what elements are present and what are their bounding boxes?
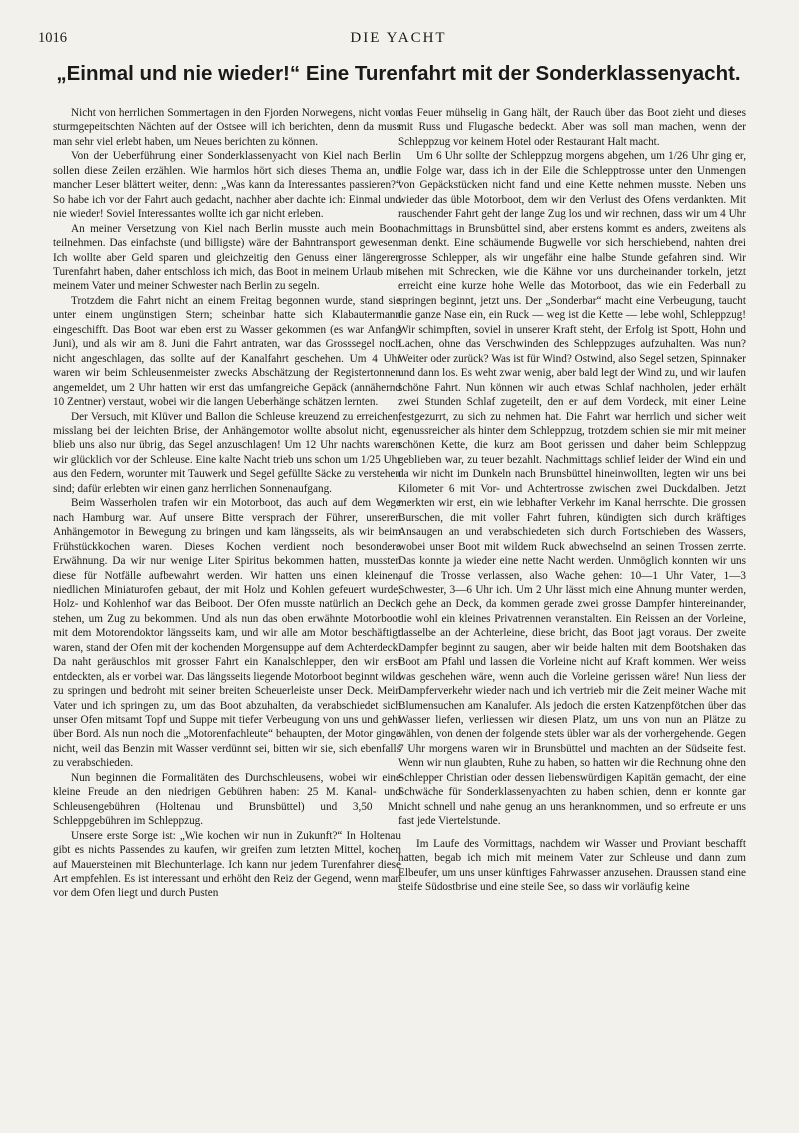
paragraph: Nun beginnen die Formalitäten des Durchschleusens, wobei wir eine kleine Freude an den niedrigen Gebühren haben: 25 M. Kanal- und Schleusengebühren (Holtenau und Brunsbüttel) und 3,50 M. Schleppgebühren im Schleppzug. (53, 771, 401, 828)
paragraph: Um 6 Uhr sollte der Schleppzug morgens abgehen, um 1/26 Uhr ging er, die Folge war, dass ich in der Eile die Schlepptrosse unter den Unmengen von Gepäckstücken nicht fand und eine Kette nehmen musste. Neben uns wieder das üble Motorboot, dem wir den Verlust des Ofens verdankten. Mit rauschender Fahrt geht der lange Zug los und wir rechnen, dass wir um 4 Uhr nachmittags in Brunsbüttel sind, aber erstens kommt es anders, zweitens als man denkt. Eine schäumende Bugwelle vor sich herschiebend, nahten drei grosse Schlepper, als wir ungefähr eine halbe Stunde gefahren sind. Wir sehen mit Schrecken, wie die Kähne vor uns durcheinander torkeln, jetzt erreicht eine kurze hohe Welle das Motorboot, das wie ein Federball zu springen beginnt, jetzt uns. Der „Sonderbar“ macht eine Verbeugung, taucht die ganze Nase ein, ein Ruck — weg ist die Kette — lebe wohl, Schleppzug! Wir schimpften, soviel in unserer Kraft steht, der Erfolg ist Spott, Hohn und Lachen, ohne das Verschwinden des Schleppzuges aufzuhalten. Was nun? Weiter oder zurück? Was ist für Wind? Ostwind, also Segel setzen, Spinnaker und dann los. Es weht zwar wenig, aber bald legt der Wind zu, und wir laufen schöne Fahrt. Nun können wir auch etwas Schlaf nachholen, jeder erhält zwei Stunden Schlaf zugeteilt, den er auf dem Vordeck, mit einer Leine festgezurrt, zu sich zu nehmen hat. Die Fahrt war herrlich und sicher weit genussreicher als hinter dem Schleppzug, trotzdem schien sie mir mit meiner schönen Kette, die kurz am Boot gerissen und daher beim Schleppzug geblieben war, zu teuer bezahlt. Nachmittags schlief leider der Wind ein und da wir nicht im Dunkeln nach Brunsbüttel hineinwollten, legten wir uns bei Kilometer 6 mit Vor- und Achtertrosse zwischen zwei Duckdalben. Jetzt merkten wir erst, ein wie lebhafter Verkehr im Kanal herrschte. Die grossen Burschen, die mit voller Fahrt fuhren, kündigten sich durch kräftiges Ansaugen an und verabschiedeten sich durch Fortschieben des Wassers, wobei unser Boot mit wildem Ruck abwechselnd an seinen Trossen zerrte. Das konnte ja wieder eine nette Nacht werden. Unmöglich konnten wir uns auf die Trosse verlassen, also Wache gehen: 10—1 Uhr Vater, 1—3 Schwester, 3—6 Uhr ich. Um 2 Uhr lässt mich eine Ahnung munter werden, ich gehe an Deck, da kommen gerade zwei grosse Dampfer hintereinander, die wohl ein kleines Privatrennen veranstalten. Ein Reissen an der Vorleine, dasselbe an der Achterleine, diese bricht, das Boot jagt voraus. Der zweite Dampfer beginnt zu saugen, aber wir beide halten mit dem Bootshaken das Boot am Pfahl und lassen die Vorleine nicht auf Kraft kommen. Wer weiss was geschehen wäre, wenn auch die Vorleine gerissen wäre! Nun liess der Dampferverkehr wieder nach und ich vertrieb mir die Zeit meiner Wache mit Blumensuchen am Kanalufer. Als jedoch die ersten Katzenpfötchen über das Wasser liefen, verliessen wir diesen Platz, um uns von nun an Plätze zu wählen, von denen der folgende stets übler war als der vorhergehende. Gegen 7 Uhr morgens waren wir in Brunsbüttel und machten an der Südseite fest. Wenn wir nun glaubten, Ruhe zu haben, so hatten wir die Rechnung ohne den Schlepper Christian oder dessen liebenswürdigen Kapitän gemacht, der eine Schwäche für Sonderklassenyachten zu haben schien, denn er konnte gar nicht schnell und nahe genug an uns heranknommen, und so erfreute er uns fast jede Viertelstunde. (398, 150, 746, 828)
paragraph: Im Laufe des Vormittags, nachdem wir Wasser und Proviant beschafft hatten, begab ich mich mit meinem Vater zur Schleuse und dann zum Elbeufer, um uns unser künftiges Fahrwasser anzusehen. Draussen stand eine steife Südostbrise und eine steile See, so dass wir vorläufig keine (398, 837, 746, 894)
right-column (398, 106, 746, 894)
paragraph: Beim Wasserholen trafen wir ein Motorboot, das auch auf dem Wege nach Hamburg war. Auf unsere Bitte versprach der Führer, unseren Anhängemotor in Bewegung zu bringen und kam längsseits, als wir beim Frühstückkochen waren. Dieses Kochen verdient noch besondere Erwähnung. Da wir nur wenige Liter Spiritus bekommen hatten, mussten diese für Notfälle aufbewahrt werden. Wir hatten uns einen kleinen, niedlichen Miniaturofen gebaut, der mit Holz und Kohlen gefeuert wurde, Holz- und Kohlenhof war das Beiboot. Der Ofen musste natürlich an Deck stehen, um Zug zu bekommen. Und als nun das oben erwähnte Motorboot mit dem Motorendoktor längsseits kam, und wir alle am Motor beschäftigt waren, stand der Ofen mit der kochenden Morgensuppe auf dem Achterdeck. Da naht geräuschlos mit grosser Fahrt ein Kanalschlepper, den wir erst entdeckten, als er vorbei war. Das längsseits liegende Motorboot beginnt wild zu springen und bedroht mit seiner breiten Scheuerleiste unser Deck. Mein Vater und ich springen zu, um das Boot abzuhalten, da verabschiedet sich unser Ofen mitsamt Topf und Suppe mit tiefer Verbeugung von uns und geht über Bord. Als nun noch die „Motorenfachleute“ behaupten, der Motor ginge nicht, weil das Benzin mit Wasser verdünnt sei, bitten wir sie, sich ebenfalls zu verabschieden. (53, 497, 401, 770)
journal-title: DIE YACHT (350, 30, 447, 46)
left-column (53, 106, 401, 901)
page-number: 1016 (38, 30, 67, 46)
paragraph: An meiner Versetzung von Kiel nach Berlin musste auch mein Boot teilnehmen. Das einfachste (und billigste) wäre der Bahntransport gewesen. Ich wollte aber Geld sparen und gleichzeitig den Genuss einer längeren Turenfahrt haben, daher entschloss ich mich, das Boot in meinem Urlaub mit meinem Vater und meiner Schwester nach Berlin zu segeln. (53, 222, 401, 293)
article-title: „Einmal und nie wieder!“ Eine Turenfahrt mit der Sonderklassenyacht. (56, 62, 741, 85)
paragraph: Nicht von herrlichen Sommertagen in den Fjorden Norwegens, nicht von sturmgepeitschten Nächten auf der Ostsee will ich berichten, denn da muss man sehr viel erlebt haben, um Neues berichten zu können. (53, 107, 401, 148)
paragraph-continued: das Feuer mühselig in Gang hält, der Rauch über das Boot zieht und dieses mit Russ und Flugasche bedeckt. Aber was soll man machen, wenn der Schleppzug vor keinem Hotel oder Restaurant Halt macht. (398, 107, 746, 148)
paragraph: Unsere erste Sorge ist: „Wie kochen wir nun in Zukunft?“ In Holtenau gibt es nichts Passendes zu kaufen, wir greifen zum letzten Mittel, kochen auf Mauersteinen mit Blechunterlage. Ich kann nur jedem Turenfahrer diese Art empfehlen. Es ist interessant und erhöht den Reiz der Gegend, wenn man vor dem Ofen liegt und durch Pusten (53, 829, 401, 900)
paragraph: Der Versuch, mit Klüver und Ballon die Schleuse kreuzend zu erreichen, misslang bei der leichten Brise, der Anhängemotor wollte absolut nicht, es blieb uns also nur übrig, das Segel anzuschlagen! Um 12 Uhr nachts waren wir glücklich vor der Schleuse. Eine kalte Nacht trieb uns schon um 1/25 Uhr aus den Federn, worunter mit Tauwerk und Segel gefüllte Säcke zu verstehen sind; dafür erlebten wir einen ganz herrlichen Sonnenaufgang. (53, 410, 401, 495)
paragraph: Trotzdem die Fahrt nicht an einem Freitag begonnen wurde, stand sie unter einem ungünstigen Stern; scheinbar hatte sich Klabautermann eingeschifft. Das Boot war eben erst zu Wasser gekommen (es war Anfang Juni), und als wir am 8. Juni die Fahrt antraten, war das Grosssegel noch nicht angeschlagen, das sollte auf der Kanalfahrt geschehen. Um 4 Uhr waren wir beim Schleusenmeister zwecks Abschätzung der Registertonnen angemeldet, um 2 Uhr hatten wir erst das umfangreiche Gepäck (annähernd 10 Zentner) verstaut, wobei wir die langen Ueberhänge schätzen lernten. (53, 294, 401, 409)
paragraph: Von der Ueberführung einer Sonderklassenyacht von Kiel nach Berlin sollen diese Zeilen erzählen. Wie harmlos hört sich dieses Thema an, und mancher Leser blättert weiter, denn: „Was kann da Interessantes passieren?“ So habe ich vor der Fahrt auch gedacht, nachher aber dachte ich: Einmal und nie wieder! Soviel Interessantes wollte ich gar nicht erleben. (53, 150, 401, 221)
page-header (38, 30, 759, 54)
